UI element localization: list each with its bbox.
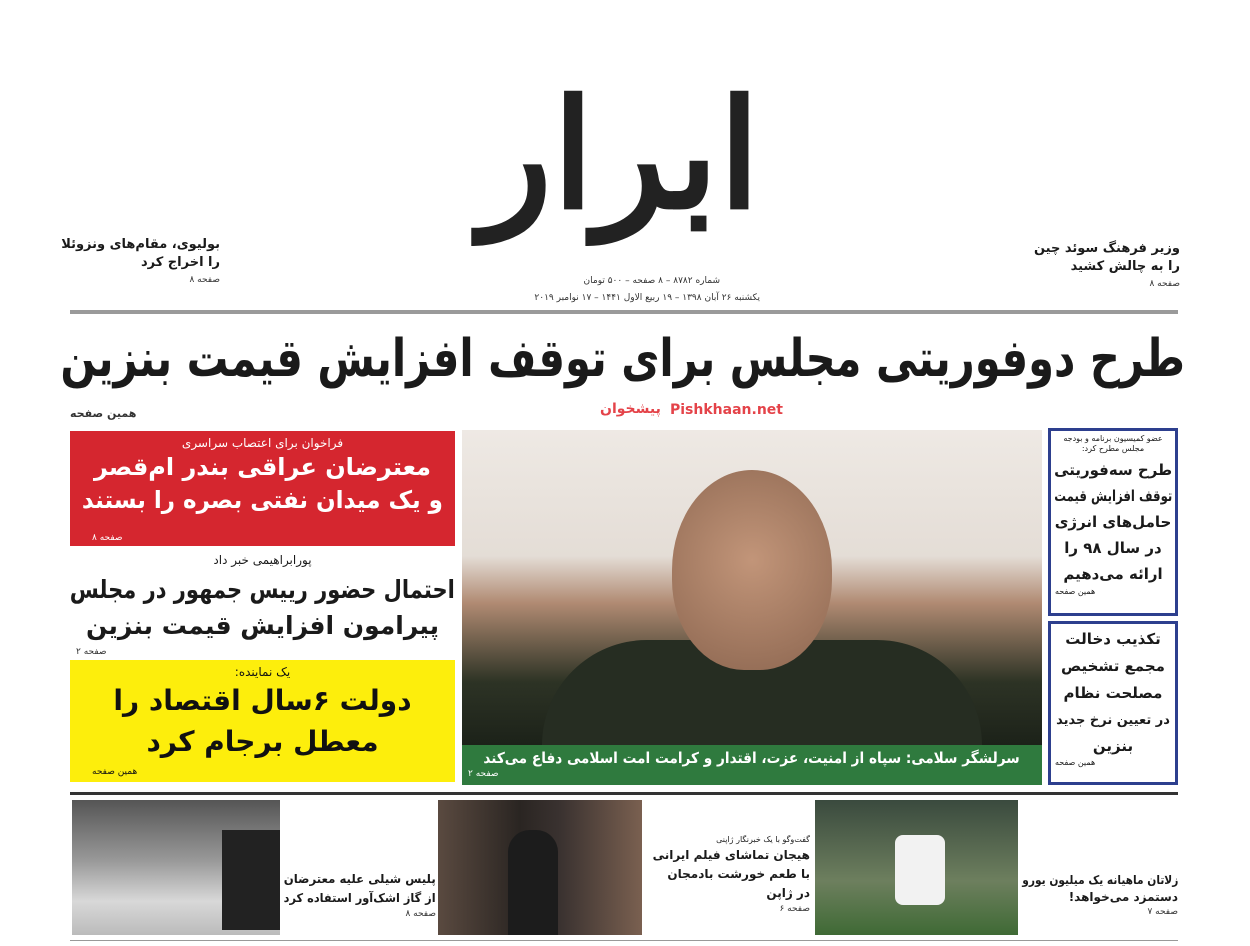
- watermark-en: Pishkhaan.net: [670, 402, 783, 418]
- story-line: مجمع تشخیص: [1061, 657, 1165, 675]
- divider: [70, 792, 1178, 795]
- story-line: احتمال حضور رییس جمهور در مجلس: [69, 575, 455, 604]
- kicker: گفت‌وگو با یک خبرنگار ژاپنی: [716, 835, 810, 844]
- story-line: از گاز اشک‌آور استفاده کرد: [284, 891, 436, 905]
- bottom-story-chile[interactable]: [284, 870, 436, 920]
- story-line: طرح سه‌فوریتی: [1053, 461, 1172, 479]
- page-ref: صفحه ۶: [779, 904, 810, 914]
- story-line: پلیس شیلی علیه معترضان: [284, 872, 436, 886]
- story-line: دستمزد می‌خواهد!: [1068, 890, 1178, 904]
- teaser-headline: بولیوی، مقام‌های ونزوئلا را اخراج کرد: [61, 237, 220, 270]
- page-ref: همین صفحه: [70, 407, 137, 420]
- top-right-teaser[interactable]: [1030, 240, 1180, 290]
- story-president[interactable]: [70, 552, 455, 644]
- story-line: در سال ۹۸ را: [1064, 539, 1162, 557]
- masthead-logo: ابرار: [479, 67, 761, 243]
- page-ref: صفحه ۲: [76, 647, 107, 657]
- story-line: در تعیین نرخ جدید: [1056, 713, 1170, 728]
- main-headline[interactable]: طرح دوفوریتی مجلس برای توقف افزایش قیمت بنزین: [60, 329, 1185, 389]
- date-line: یکشنبه ۲۶ آبان ۱۳۹۸ – ۱۹ ربیع الاول ۱۴۴۱ – ۱۷ نوامبر ۲۰۱۹: [534, 293, 760, 303]
- page-ref: صفحه ۸: [92, 533, 123, 543]
- right-story-box-2[interactable]: [1048, 621, 1178, 785]
- main-photo[interactable]: [462, 430, 1042, 745]
- story-line: دولت ۶سال اقتصاد را: [113, 684, 412, 717]
- right-story-box-1[interactable]: [1048, 428, 1178, 616]
- story-line: تکذیب دخالت: [1065, 630, 1161, 648]
- page-ref: صفحه ۸: [405, 909, 436, 919]
- story-line: هیجان تماشای فیلم ایرانی: [652, 848, 810, 862]
- page-ref: صفحه ۲: [468, 769, 499, 779]
- page-ref: همین صفحه: [92, 767, 138, 777]
- story-line: و یک میدان نفتی بصره را بستند: [81, 486, 443, 514]
- photo-figure: [508, 830, 558, 935]
- kicker: عضو کمیسیون برنامه و بودجه مجلس مطرح کرد:: [1063, 434, 1163, 453]
- watermark-fa: پیشخوان: [600, 401, 661, 417]
- photo-caption[interactable]: [462, 745, 1042, 785]
- chile-protest-photo[interactable]: [72, 800, 280, 935]
- photo-figure-face: [672, 470, 832, 670]
- story-line: ارائه می‌دهیم: [1063, 565, 1163, 583]
- story-line: زلاتان ماهیانه یک میلیون یورو: [1021, 873, 1178, 887]
- page-ref: صفحه ۷: [1147, 907, 1178, 917]
- story-line: معطل برجام کرد: [146, 725, 379, 758]
- japan-photo[interactable]: [438, 800, 642, 935]
- story-line: حامل‌های انرژی: [1054, 513, 1172, 531]
- page-ref: همین صفحه: [1055, 758, 1096, 767]
- top-left-teaser[interactable]: [60, 236, 220, 286]
- page-ref: صفحه ۸: [189, 275, 220, 285]
- divider: [70, 940, 1178, 941]
- page-ref: صفحه ۸: [1149, 279, 1180, 289]
- red-story-box[interactable]: [70, 431, 455, 546]
- story-line: پیرامون افزایش قیمت بنزین: [86, 611, 439, 640]
- story-line: در ژاپن: [766, 886, 810, 900]
- bottom-story-japan[interactable]: [646, 834, 810, 915]
- story-line: بنزین: [1092, 737, 1134, 755]
- kicker: یک نماینده:: [234, 665, 291, 679]
- story-line: مصلحت نظام: [1063, 684, 1163, 702]
- page-ref: همین صفحه: [1055, 587, 1096, 596]
- caption-text: سرلشگر سلامی: سپاه از امنیت، عزت، اقتدار و کرامت امت اسلامی دفاع می‌کند: [483, 749, 1020, 767]
- photo-vehicle: [222, 830, 280, 930]
- issue-line: شماره ۸۷۸۲ – ۸ صفحه – ۵۰۰ تومان: [583, 276, 720, 286]
- kicker: پورابراهیمی خبر داد: [213, 553, 312, 567]
- zlatan-photo[interactable]: [815, 800, 1018, 935]
- story-line: با طعم خورشت بادمجان: [667, 867, 810, 881]
- photo-figure: [895, 835, 945, 905]
- story-line: توقف افزایش قیمت: [1053, 487, 1172, 505]
- bottom-story-zlatan[interactable]: [1022, 872, 1178, 918]
- teaser-headline: وزیر فرهنگ سوئد چین را به چالش کشید: [1033, 241, 1180, 274]
- story-line: معترضان عراقی بندر ام‌قصر: [93, 453, 432, 481]
- yellow-story-box[interactable]: [70, 660, 455, 782]
- divider: [70, 310, 1178, 314]
- kicker: فراخوان برای اعتصاب سراسری: [181, 436, 344, 450]
